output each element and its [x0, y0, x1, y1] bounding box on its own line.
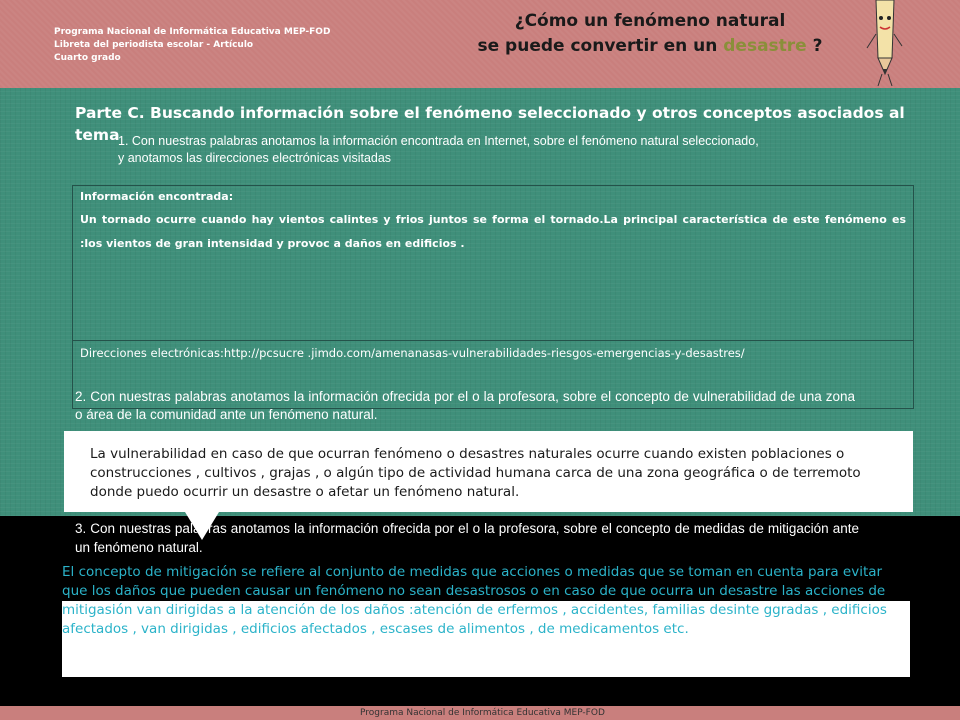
program-line: Programa Nacional de Informática Educativa MEP-FOD — [54, 27, 331, 37]
title-line-2-post: ? — [806, 36, 823, 56]
title-line-2 — [440, 34, 860, 59]
information-label: Información encontrada: — [80, 190, 234, 203]
program-info — [54, 26, 330, 65]
part-c-heading: Parte C. Buscando información sobre el fenómeno seleccionado y otros conceptos asociados al tema — [75, 104, 905, 144]
vulnerability-text: La vulnerabilidad en caso de que ocurran fenómeno o desastres naturales ocurre cuando existen poblaciones o construcciones , cultivos , grajas , o algún tipo de actividad humana carca de una zona geográfica o de terremoto donde puedo ocurrir un desastre o afetar un fenómeno natural. — [90, 446, 861, 500]
information-divider — [72, 340, 913, 341]
slide-title — [440, 9, 860, 59]
step-1-line-2: y anotamos las direcciones electrónicas visitadas — [118, 151, 392, 165]
footer-text: Programa Nacional de Informática Educativa MEP-FOD — [360, 708, 605, 718]
step-1-instructions — [118, 133, 898, 167]
mitigation-text: El concepto de mitigación se refiere al conjunto de medidas que acciones o medidas que se toman en cuenta para evitar que los daños que pueden causar un fenómeno no sean desastrosos o en caso de que ocurra un desastre las acciones de mitigasión van dirigidas a la atención de los daños :atención de erfermos , accidentes, familias desinte ggradas , edificios afectados , van dirigidas , edificios afectados , escases de alimentos , de medicamentos etc. — [62, 564, 887, 637]
step-3-instructions: 3. Con nuestras palabras anotamos la información ofrecida por el o la profesora, sobre el concepto de medidas de mitigación ante un fenómeno natural. — [75, 521, 859, 555]
information-text: Un tornado ocurre cuando hay vientos calintes y frios juntos se forma el tornado.La principal característica de este fenómeno es :los vientos de gran intensidad y provoc a daños en edificios . — [80, 213, 906, 250]
title-highlight-word: desastre — [723, 36, 807, 56]
program-line: Libreta del periodista escolar - Artículo — [54, 40, 254, 50]
step-1-line-1: 1. Con nuestras palabras anotamos la información encontrada en Internet, sobre el fenómeno natural seleccionado, — [118, 134, 759, 148]
electronic-addresses: Direcciones electrónicas:http://pcsucre .jimdo.com/amenanasas-vulnerabilidades-riesgos-emergencias-y-desastres/ — [80, 346, 745, 360]
step-2-instructions: 2. Con nuestras palabras anotamos la información ofrecida por el o la profesora, sobre el concepto de vulnerabilidad de una zona o área de la comunidad ante un fenómeno natural. — [75, 389, 855, 422]
pencil-character-icon — [864, 0, 904, 88]
title-line-2-pre: se puede convertir en un — [477, 36, 724, 56]
program-line: Cuarto grado — [54, 53, 121, 63]
title-line-1: ¿Cómo un fenómeno natural — [514, 11, 786, 31]
